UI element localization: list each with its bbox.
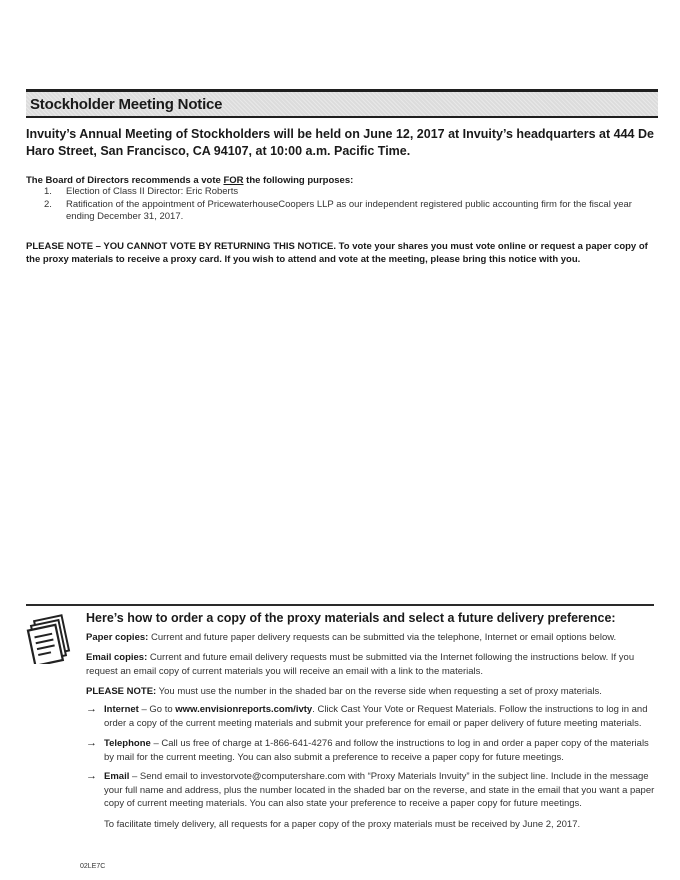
order-section-title: Here’s how to order a copy of the proxy materials and select a future delivery preference: [86,611,616,625]
document-stack-icon [26,612,76,664]
list-item: 1. Election of Class II Director: Eric Roberts [44,186,239,197]
delivery-deadline: To facilitate timely delivery, all requests for a paper copy of the proxy materials must be received by June 2, 2017. [104,819,581,830]
section-divider [26,604,654,606]
paper-copies-paragraph: Paper copies: Current and future paper delivery requests can be submitted via the telephone, Internet or email options below. [86,632,617,643]
form-code: 02LE7C [80,863,106,870]
email-option: → Email – Send email to investorvote@computershare.com with “Proxy Materials Invuity” in the subject line. Include in the message your full name and address, plus the number located in the shaded bar on the reverse, and state in the email that you want a paper copy of current meeting materials. You can also state your preference to receive a paper copy for future meetings. [86,770,655,809]
page-title: Stockholder Meeting Notice [30,96,223,113]
purposes-intro: The Board of Directors recommends a vote FOR the following purposes: [26,175,354,186]
telephone-option: → Telephone – Call us free of charge at 1-866-641-4276 and follow the instructions to log in and order a paper copy of the materials by mail for the current meeting. You can also submit a preference to receive a paper copy for future meetings. [86,737,649,763]
envision-reports-link[interactable]: www.envisionreports.com/ivty [175,704,313,715]
for-emphasis: FOR [223,175,244,186]
header-bottom-rule [26,116,658,118]
arrow-right-icon: → [86,770,97,782]
internet-option: → Internet – Go to www.envisionreports.com/ivty. Click Cast Your Vote or Request Materials. Follow the instructions to log in and order a copy of the current meeting materials and submit your preference for email or paper delivery of future meeting materials. [86,703,648,729]
arrow-right-icon: → [86,737,97,749]
list-item: 2. Ratification of the appointment of PricewaterhouseCoopers LLP as our independent registered public accounting firm for the fiscal year ending December 31, 2017. [44,198,632,222]
email-copies-paragraph: Email copies: Current and future email delivery requests must be submitted via the Internet following the instructions below. If you request an email copy of current materials you will receive an email with a link to the materials. [86,652,635,677]
meeting-headline: Invuity’s Annual Meeting of Stockholders will be held on June 12, 2017 at Invuity’s headquarters at 444 De Haro Street, San Francisco, CA 94107, at 10:00 a.m. Pacific Time. [26,127,654,158]
please-note-warning: PLEASE NOTE – YOU CANNOT VOTE BY RETURNING THIS NOTICE. To vote your shares you must vote online or request a paper copy of the proxy materials to receive a proxy card. If you wish to attend and vote at the meeting, please bring this notice with you. [26,241,648,265]
arrow-right-icon: → [86,703,97,715]
order-please-note: PLEASE NOTE: You must use the number in the shaded bar on the reverse side when requesting a set of proxy materials. [86,686,602,697]
purposes-list [44,186,654,224]
